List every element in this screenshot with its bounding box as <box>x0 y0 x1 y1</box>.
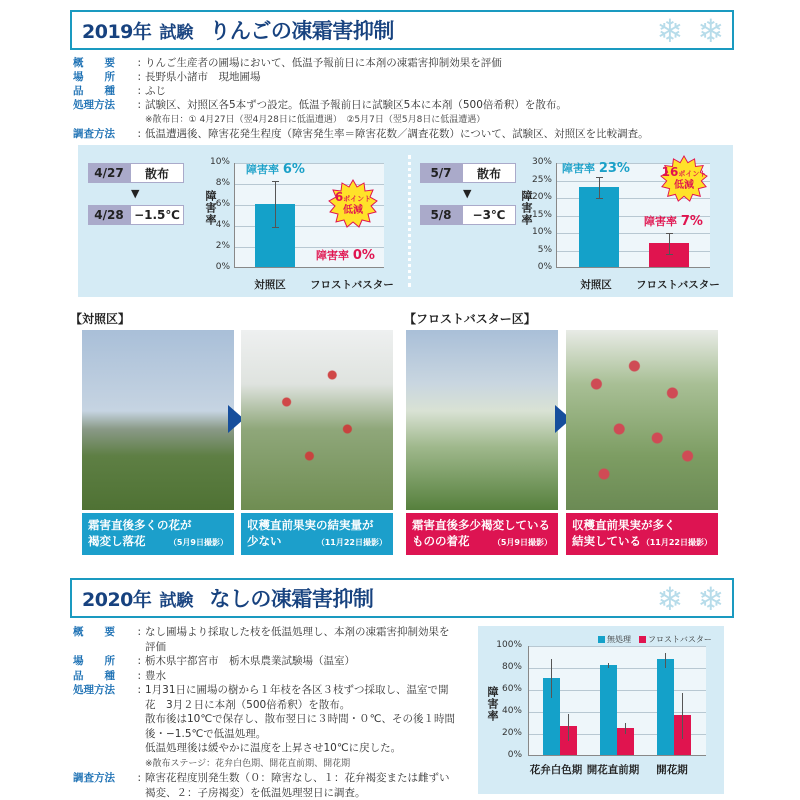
info-value: 低温処理後は緩やかに温度を上昇させ10℃に戻した。 <box>145 742 402 754</box>
panel-divider <box>408 155 411 287</box>
cold-temp: −3℃ <box>462 205 516 225</box>
y-tick: 0% <box>537 262 552 272</box>
spray-date-box <box>420 163 516 183</box>
y-tick: 0% <box>215 262 230 272</box>
info-row-method: 処理方法 : 1月31日に圃場の樹から１年枝を各区３枝ずつ採取し、温室で開 花 3月２日に本剤（500倍希釈）を散布。 散布後は10℃で保存し、散布翌日に３時間・０℃、その後１時間 後・−1.5℃で低温処理。 低温処理後は緩やかに温度を上昇させ10℃に戻した。 ※散布ステージ：花弁白色期、開花直前期、開花期 <box>73 683 473 771</box>
treated-rate-annotation: 障害率 7% <box>644 214 703 229</box>
y-tick: 40% <box>501 706 522 716</box>
photo-caption: 収穫直前果実が多く 結実している （11月22日撮影） <box>566 513 718 555</box>
info-value: 評価 <box>145 640 166 653</box>
y-tick: 0% <box>507 750 522 760</box>
x-tick: 開花期 <box>656 764 688 776</box>
control-rate-annotation: 障害率 23% <box>562 161 630 176</box>
error-bar <box>599 177 600 198</box>
photo-caption: 収穫直前果実の結実量が 少ない （11月22日撮影） <box>241 513 393 555</box>
x-tick: 花弁白色期 <box>529 764 583 776</box>
y-axis-label: 障害率 <box>520 190 533 226</box>
info-value: 長野県小諸市 現地圃場 <box>145 71 261 83</box>
spray-date: 5/7 <box>420 163 462 183</box>
info-key: 調査方法 <box>73 772 115 784</box>
y-tick: 8% <box>215 178 230 188</box>
photo-control-may <box>82 330 234 555</box>
cold-date: 5/8 <box>420 205 462 225</box>
x-tick: フロストバスター <box>636 279 720 291</box>
section-year: 2019年 <box>82 20 152 43</box>
snowflake-icon: ❄ <box>697 580 724 618</box>
results-panel-2020 <box>478 626 724 794</box>
x-tick: フロストバスター <box>310 279 394 291</box>
x-tick: 開花直前期 <box>586 764 640 776</box>
snowflake-decoration <box>656 582 724 616</box>
info-row-location: 場 所 : 長野県小諸市 現地圃場 <box>73 71 261 83</box>
info-key: 概 要 <box>73 626 115 638</box>
photo-caption: 霜害直後多くの花が 褐変し落花 （5月9日撮影） <box>82 513 234 555</box>
orchard-photo <box>406 330 558 510</box>
error-bar <box>669 233 670 254</box>
section-header-2020 <box>70 578 734 618</box>
info-value: りんご生産者の圃場において、低温予報前日に本剤の凍霜害抑制効果を評価 <box>145 57 502 69</box>
info-row-variety: 品 種 : ふじ <box>73 85 166 97</box>
y-tick: 25% <box>531 174 552 185</box>
info-key: 調査方法 <box>73 128 115 140</box>
info-row-survey: 調査方法 : 低温遭遇後、障害花発生程度（障害発生率＝障害花数／調査花数）について、試験区、対照区を比較調査。 <box>73 128 649 140</box>
y-tick: 10% <box>209 157 230 167</box>
orchard-photo <box>82 330 234 510</box>
info-key: 処理方法 <box>73 99 115 111</box>
photo-caption: 霜害直後多少褐変している ものの着花 （5月9日撮影） <box>406 513 558 555</box>
photo-control-nov <box>241 330 393 555</box>
orchard-photo <box>241 330 393 510</box>
info-row-location: 場 所 : 栃木県宇都宮市 栃木県農業試験場（温室） <box>73 655 355 667</box>
trial-info-2019 <box>73 56 649 141</box>
bar-untreated-pre-bloom <box>600 665 617 755</box>
y-tick: 20% <box>501 728 522 738</box>
cold-date-box <box>420 205 516 225</box>
info-key: 概 要 <box>73 57 115 69</box>
info-value: 1月31日に圃場の樹から１年枝を各区３枝ずつ採取し、温室で開 <box>145 684 449 696</box>
photo-treated-may <box>406 330 558 555</box>
trial-info-2020 <box>73 625 473 800</box>
y-tick: 60% <box>501 684 522 694</box>
photo-treated-nov <box>566 330 718 555</box>
x-tick: 対照区 <box>254 279 286 291</box>
info-value: なし圃場より採取した枝を低温処理し、本剤の凍霜害抑制効果を <box>145 626 450 638</box>
info-value: 褐変、２：子房褐変）を低温処理翌日に調査。 <box>145 786 366 799</box>
section-title: なしの凍霜害抑制 <box>209 587 374 611</box>
treated-rate-annotation: 障害率 0% <box>316 248 375 263</box>
info-value: 散布後は10℃で保存し、散布翌日に３時間・０℃、その後１時間 <box>145 713 455 725</box>
x-tick: 対照区 <box>580 279 612 291</box>
bar-untreated-bloom <box>657 659 674 755</box>
info-row-variety: 品 種 : 豊水 <box>73 669 166 682</box>
down-arrow-icon: ▼ <box>131 187 140 200</box>
y-tick: 15% <box>531 209 552 220</box>
control-rate-annotation: 障害率 6% <box>246 162 305 177</box>
info-value: 豊水 <box>145 669 166 682</box>
y-axis-label: 障害率 <box>204 190 217 226</box>
y-tick: 6% <box>215 199 230 209</box>
section-test-label: 試験 <box>159 590 194 611</box>
spray-date: 4/27 <box>88 163 130 183</box>
info-key: 場 所 <box>73 71 115 83</box>
info-value: ふじ <box>145 85 166 97</box>
spray-label: 散布 <box>462 163 516 183</box>
section-test-label: 試験 <box>159 22 194 43</box>
y-tick: 5% <box>537 244 552 255</box>
legend-item-untreated: 無処理 <box>598 634 631 645</box>
y-axis-label: 障害率 <box>486 686 499 722</box>
spray-date-box <box>88 163 184 183</box>
cold-date-box <box>88 205 184 225</box>
section-year: 2020年 <box>82 588 152 611</box>
info-key: 場 所 <box>73 655 115 667</box>
info-value: 障害花程度別発生数（０：障害なし、１：花弁褐変または雌ずい <box>145 772 450 784</box>
spray-label: 散布 <box>130 163 184 183</box>
info-row-method: 処理方法 : 試験区、対照区各5本ずつ設定。低温予報前日に試験区5本に本剤（500倍希釈）を散布。 ※散布日：① 4月27日（翌4月28日に低温遭遇） ②5月7日（翌5月8日に低温遭遇） <box>73 99 567 125</box>
snowflake-icon: ❄ <box>697 12 724 50</box>
y-tick: 4% <box>215 220 230 230</box>
error-bar <box>275 181 276 227</box>
control-photos-label: 【対照区】 <box>70 312 131 326</box>
y-tick: 100% <box>496 640 522 650</box>
chart-trial-1 <box>198 155 398 295</box>
info-note: ※散布日：① 4月27日（翌4月28日に低温遭遇） ②5月7日（翌5月8日に低温遭遇） <box>145 115 486 125</box>
plot-area <box>528 646 706 756</box>
info-key: 処理方法 <box>73 684 115 696</box>
y-tick: 2% <box>215 241 230 251</box>
y-tick: 30% <box>531 157 552 167</box>
y-tick: 10% <box>531 227 552 237</box>
section-header-2019 <box>70 10 734 50</box>
snowflake-decoration <box>656 14 724 48</box>
info-value: 低温遭遇後、障害花発生程度（障害発生率＝障害花数／調査花数）について、試験区、対照区を比較調査。 <box>145 128 649 140</box>
legend-item-frostbuster: フロストバスター <box>639 634 712 645</box>
info-row-overview: 概 要 : なし圃場より採取した枝を低温処理し、本剤の凍霜害抑制効果を 評価 <box>73 626 450 653</box>
snowflake-icon: ❄ <box>656 580 684 618</box>
section-title: りんごの凍霜害抑制 <box>209 19 394 43</box>
info-value: 栃木県宇都宮市 栃木県農業試験場（温室） <box>145 655 355 667</box>
reduction-burst-badge: 16ポイント 低減 <box>660 155 708 203</box>
chart-trial-2 <box>518 155 728 295</box>
treated-photos-label: 【フロストバスター区】 <box>404 312 536 326</box>
info-row-survey: 調査方法 : 障害花程度別発生数（０：障害なし、１：花弁褐変または雌ずい 褐変、２：子房褐変）を低温処理翌日に調査。 <box>73 772 450 799</box>
info-value: 花 3月２日に本剤（500倍希釈）を散布。 <box>145 698 351 711</box>
y-tick: 80% <box>501 662 522 672</box>
cold-temp: −1.5℃ <box>130 205 184 225</box>
results-panel-2019 <box>78 145 733 297</box>
snowflake-icon: ❄ <box>656 12 684 50</box>
orchard-photo <box>566 330 718 510</box>
info-note: ※散布ステージ：花弁白色期、開花直前期、開花期 <box>145 758 351 769</box>
info-row-overview: 概 要 : りんご生産者の圃場において、低温予報前日に本剤の凍霜害抑制効果を評価 <box>73 57 502 69</box>
reduction-burst-badge: 6ポイント 低減 <box>328 179 378 229</box>
cold-date: 4/28 <box>88 205 130 225</box>
info-value: 試験区、対照区各5本ずつ設定。低温予報前日に試験区5本に本剤（500倍希釈）を散布。 <box>145 99 567 111</box>
info-value: 後・−1.5℃で低温処理。 <box>145 727 267 740</box>
info-key: 品 種 <box>73 85 115 97</box>
info-key: 品 種 <box>73 669 115 682</box>
y-tick: 20% <box>531 192 552 202</box>
chart-legend <box>598 634 712 645</box>
down-arrow-icon: ▼ <box>463 187 472 200</box>
